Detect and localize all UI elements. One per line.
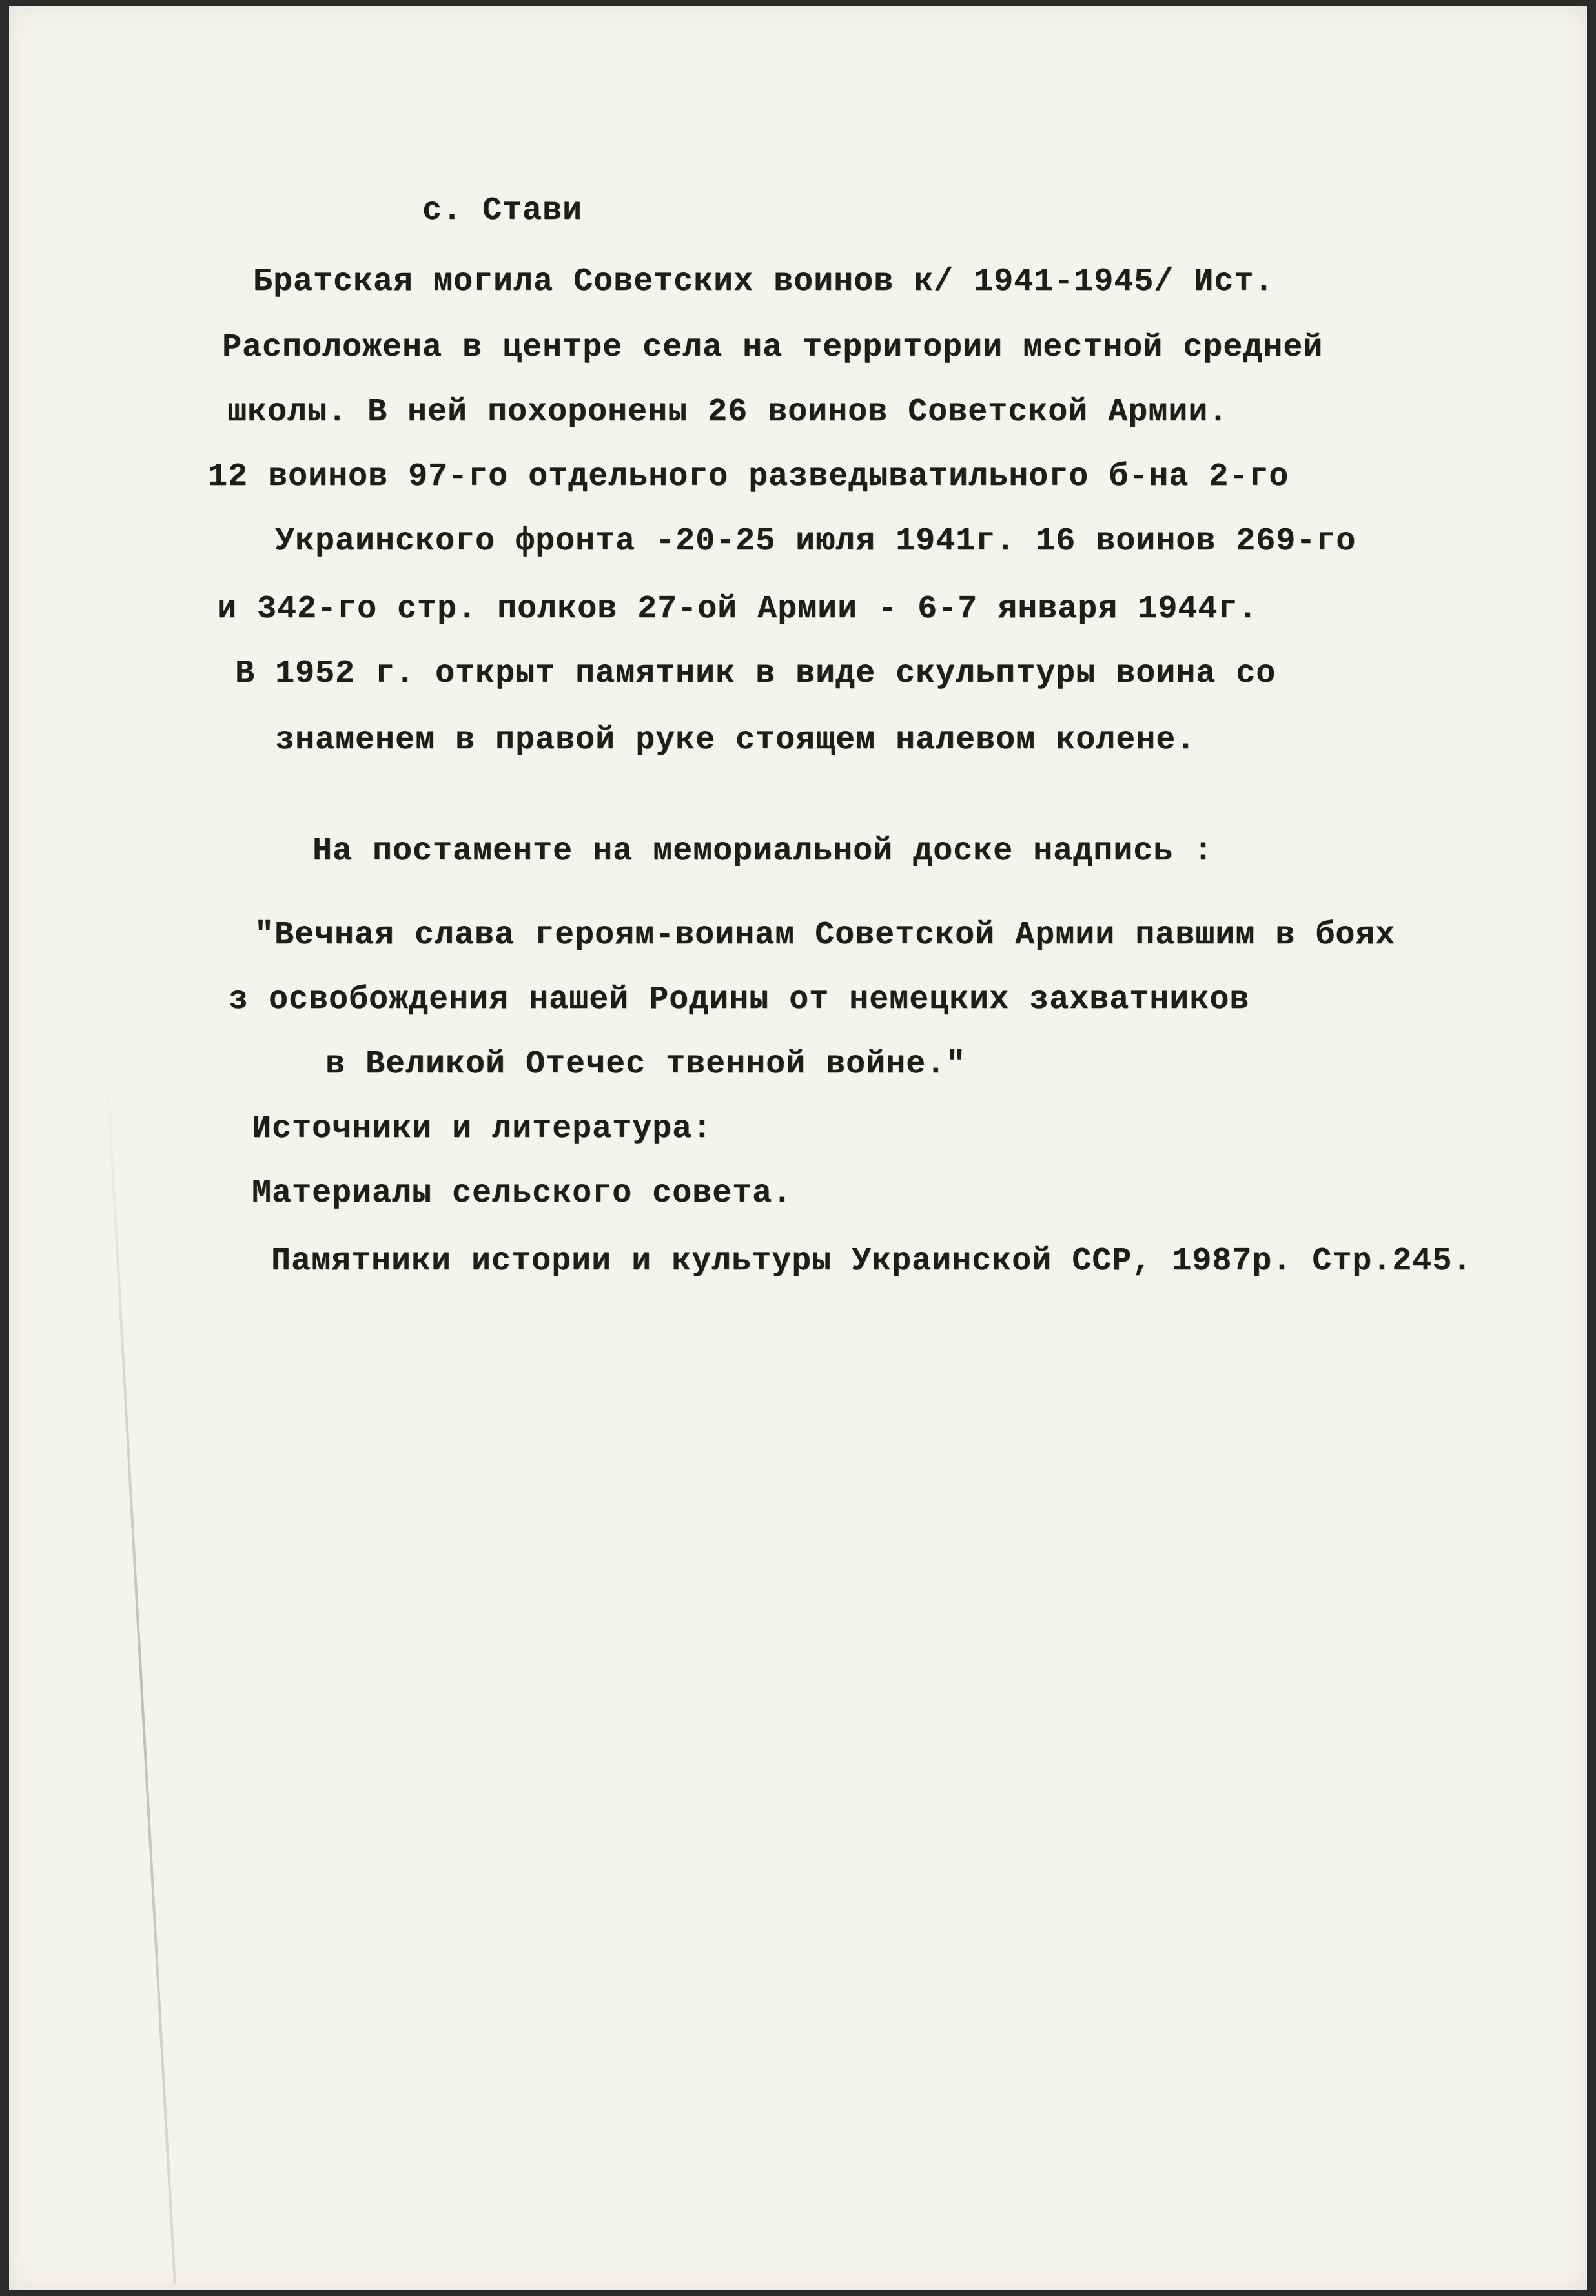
source-item-2: Памятники истории и культуры Украинской ССР, 1987р. Стр.245. [271, 1243, 1473, 1280]
sources-heading: Источники и литература: [252, 1111, 713, 1147]
body-line-6: и 342-го стр. полков 27-ой Армии - 6-7 января 1944г. [217, 591, 1258, 628]
typed-page [9, 6, 1587, 2290]
inscription-line-1: "Вечная слава героям-воинам Советской Армии павшим в боях [254, 917, 1396, 954]
paper-fold-mark [106, 1072, 176, 2284]
inscription-line-2: з освобождения нашей Родины от немецких захватников [229, 981, 1250, 1018]
inscription-intro: На постаменте на мемориальной доске надпись : [312, 833, 1214, 870]
document-title: с. Стави [422, 192, 583, 229]
body-line-3: школы. В ней похоронены 26 воинов Советской Армии. [227, 394, 1229, 431]
body-line-2: Расположена в центре села на территории местной средней [222, 329, 1324, 366]
source-item-1: Материалы сельского совета. [252, 1175, 793, 1212]
body-line-1: Братская могила Советских воинов к/ 1941-1945/ Ист. [253, 263, 1274, 300]
body-line-7: В 1952 г. открыт памятник в виде скульптуры воина со [235, 655, 1276, 692]
body-line-4: 12 воинов 97-го отдельного разведыватильного б-на 2-го [208, 458, 1289, 495]
inscription-line-3: в Великой Отечес твенной войне." [325, 1046, 967, 1083]
body-line-5: Украинского фронта -20-25 июля 1941г. 16 воинов 269-го [275, 523, 1356, 560]
body-line-8: знаменем в правой руке стоящем налевом колене. [275, 722, 1196, 759]
